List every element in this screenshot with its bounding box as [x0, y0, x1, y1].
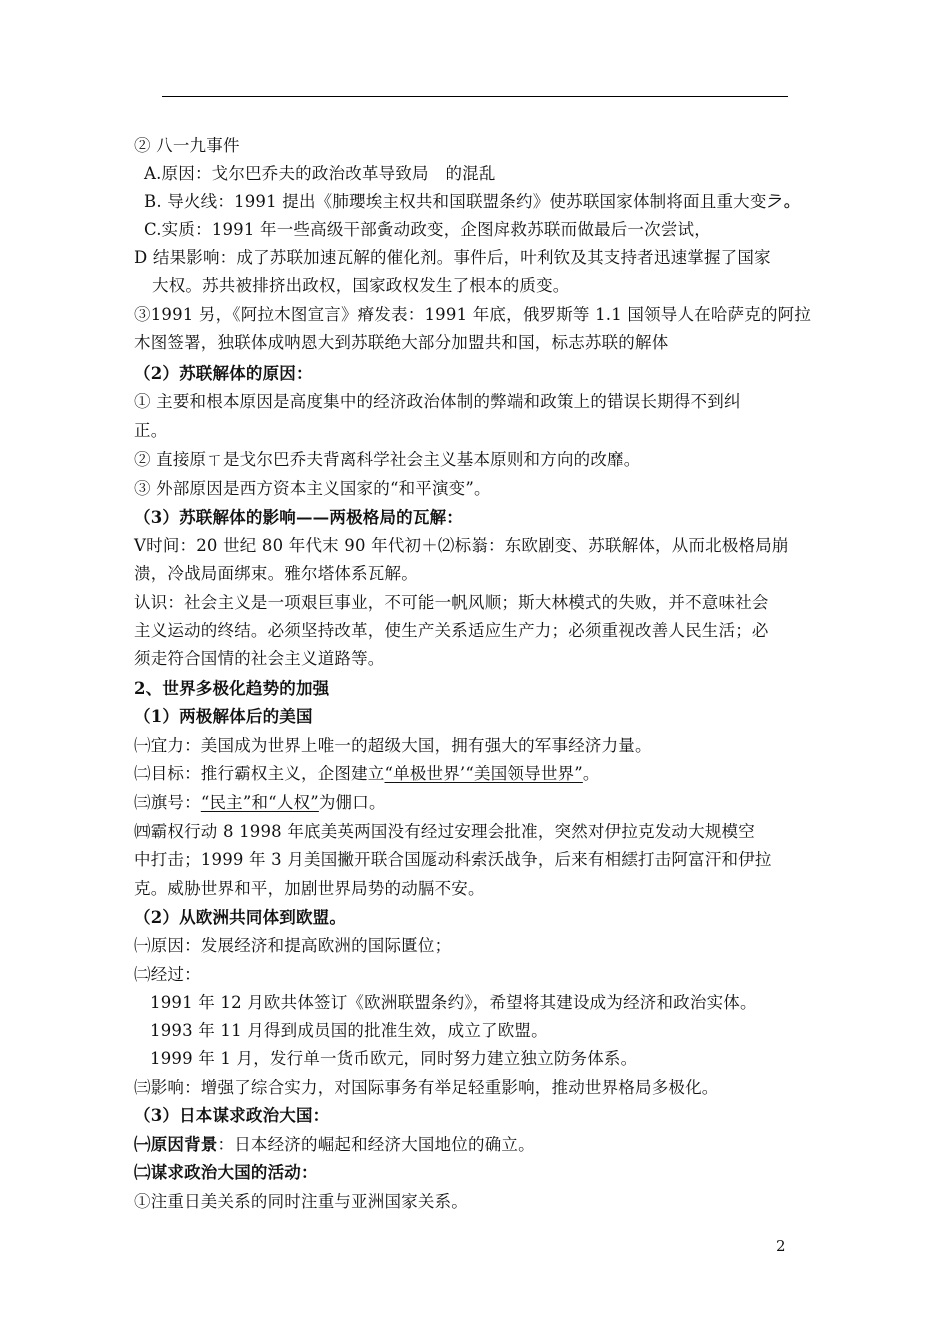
usa-goal-text: ㈡目标：推行霸权主义，企图建立 — [134, 764, 385, 783]
japan-background-label: ㈠原因背景 — [134, 1135, 218, 1154]
text-line-result: D 结果影响：成了苏联加速瓦解的催化剂。事件后，叶利钦及其支持者迅速掌握了国家 — [134, 248, 771, 267]
text-line-hegemony-cont1: 中打击；1999 年 3 月美国撇开联合国厖动科索沃战争，后来有相繧打击阿富汗和伊拉 — [134, 850, 772, 869]
text-line-almaty: ③1991 另，《阿拉木图宣言》瘠发表：1991 年底，俄罗斯等 1.1 国领导人在哈萨克的阿拉 — [134, 305, 812, 324]
text-line-root-cause: ① 主要和根本原因是高度集中的经济政治体制的弊端和政策上的错误长期得不到纠 — [134, 392, 741, 411]
text-line-external-cause: ③ 外部原因是西方资本主义国家的“和平演变”。 — [134, 479, 491, 498]
section-heading-dissolution-impact: （3）苏联解体的影响——两极格局的瓦解： — [134, 508, 463, 527]
section-heading-japan: （3）日本谋求政治大国： — [134, 1106, 330, 1125]
text-line-almaty-cont: 木图签署，独联体成呐恩大到苏联绝大部分加盟共和国，标志苏联的解体 — [134, 333, 669, 352]
section-heading-multipolarity: 2、世界多极化趋势的加强 — [134, 679, 330, 698]
text-line-japan-background — [134, 1133, 535, 1157]
section-heading-usa: （1）两极解体后的美国 — [134, 707, 313, 726]
text-line-time: Ⅴ时间：20 世纪 80 年代末 90 年代初＋⑵标嵡：东欧剧变、苏联解体，从而北极格局崩 — [134, 536, 789, 555]
text-line-time-cont: 溃，冷战局面绑束。雅尔塔体系瓦解。 — [134, 564, 418, 583]
text-line-hegemony: ㈣霸权行动 8 1998 年底美英两国没有经过安理会批准，突然对伊拉克发动大规模空 — [134, 822, 755, 841]
text-line-japan-activities: ㈡谋求政治大国的活动： — [134, 1163, 318, 1182]
text-line-direct-cause: ② 直接原ㄒ是戈尔巴乔夫背离科学社会主义基本原则和方向的改靡。 — [134, 450, 641, 469]
text-line-eu-cause: ㈠原因：发展经济和提高欧洲的国际匱位； — [134, 936, 452, 955]
text-line-hegemony-cont2: 克。威胁世界和平，加剧世界局势的动膈不安。 — [134, 879, 485, 898]
text-line-root-cause-cont: 正。 — [134, 421, 168, 440]
text-line-understanding-cont2: 须走符合国情的社会主义道路等。 — [134, 649, 385, 668]
text-line-eu-1991: 1991 年 12 月欧共体签订《欧洲联盟条约》，希望将其建设成为经济和政治实体。 — [150, 993, 757, 1012]
usa-banner-after: 为倗口。 — [318, 793, 386, 812]
section-heading-dissolution-causes: （2）苏联解体的原因： — [134, 364, 313, 383]
text-line-understanding: 认识：社会主义是一项艰巨事业，不可能一帆风顺；斯大林模式的失败，并不意味社会 — [134, 593, 769, 612]
section-heading-eu: （2）从欧洲共同体到欧盟。 — [134, 908, 347, 927]
usa-banner-text: ㈢旗号： — [134, 793, 201, 812]
usa-goal-underlined: “单极世界’“美国领导世界” — [384, 764, 583, 783]
text-line-japan-activity-1: ①注重日美关系的同时注重与亚洲国家关系。 — [134, 1192, 468, 1211]
text-line-understanding-cont1: 主义运动的终结。必须坚持改革，使生产关系适应生产力；必须重视改善人民生活；必 — [134, 621, 769, 640]
header-rule — [162, 96, 788, 97]
text-line-eu-1993: 1993 年 11 月得到成员国的批准生效，成立了欧盟。 — [150, 1021, 548, 1040]
text-line-essence: C.实质：1991 年一些高级干部夤动政变，企图戽救苏联而做最后一次尝试， — [144, 220, 711, 239]
text-line-eu-impact: ㈢影响：增强了综合实力，对国际事务有举足轻重影响，推动世界格局多极化。 — [134, 1078, 719, 1097]
text-line-usa-banner — [134, 791, 386, 815]
text-line-result-cont: 大权。苏共被排挤出政权，国家政权发生了根本的质变。 — [152, 276, 570, 295]
text-line-cause: A.原因：戈尔巴乔夫的政治改革导致局 的混乱 — [144, 164, 496, 183]
page-number: 2 — [776, 1237, 786, 1255]
text-line-event-819: ② 八一九事件 — [134, 136, 240, 155]
usa-goal-after: 。 — [582, 764, 600, 783]
text-line-eu-process: ㈡经过： — [134, 965, 201, 984]
text-line-usa-power: ㈠宜力：美国成为世界上唯一的超级大国，拥有强大的军事经济力量。 — [134, 736, 652, 755]
usa-banner-underlined: “民主”和“人权” — [200, 793, 319, 812]
text-line-trigger: B. 导火线：1991 提出《肺瓔埃主权共和国联盟条约》使苏联国家体制将面且重大变𛀀。 — [144, 192, 800, 211]
japan-background-text: ：日本经济的崛起和经济大国地位的确立。 — [217, 1135, 535, 1154]
text-line-eu-1999: 1999 年 1 月，发行单一货币欧元，同时努力建立独立防务体系。 — [150, 1049, 638, 1068]
text-line-usa-goal — [134, 762, 600, 786]
